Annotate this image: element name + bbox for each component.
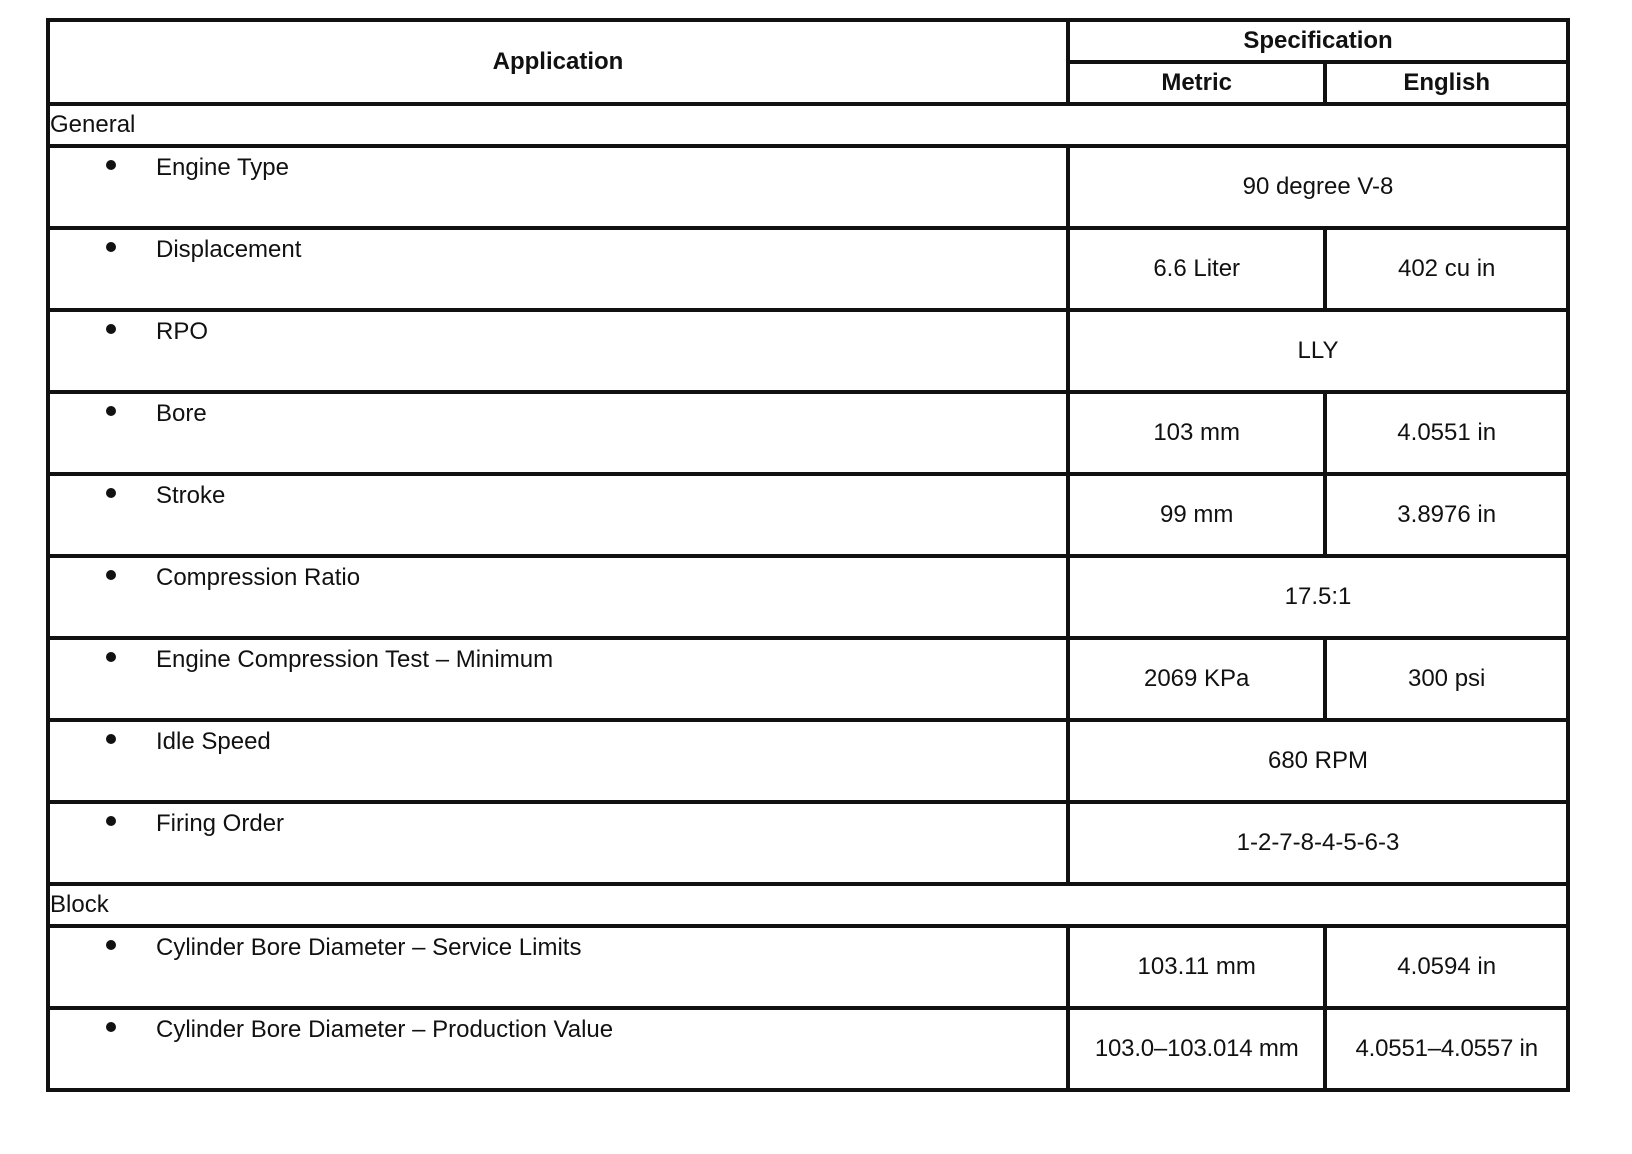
spec-value: 90 degree V-8 (1068, 146, 1568, 228)
engine-specifications-table (46, 18, 1570, 1092)
bullet-icon (106, 652, 116, 662)
table-row (48, 926, 1568, 1008)
bullet-icon (106, 940, 116, 950)
metric-value: 103.0–103.014 mm (1068, 1008, 1325, 1090)
application-cell (48, 310, 1068, 392)
section-title: General (48, 104, 1568, 146)
bullet-icon (106, 242, 116, 252)
table-row (48, 802, 1568, 884)
table-row (48, 228, 1568, 310)
application-label: Cylinder Bore Diameter – Production Value (156, 1016, 614, 1043)
application-label: Bore (156, 400, 207, 427)
table-row (48, 146, 1568, 228)
application-label: Displacement (156, 236, 302, 263)
header-specification: Specification (1068, 20, 1568, 62)
english-value: 402 cu in (1325, 228, 1568, 310)
application-cell (48, 720, 1068, 802)
application-cell (48, 474, 1068, 556)
application-label: Engine Compression Test – Minimum (156, 646, 554, 673)
spec-value: LLY (1068, 310, 1568, 392)
application-label: RPO (156, 318, 209, 345)
bullet-icon (106, 406, 116, 416)
application-cell (48, 228, 1068, 310)
bullet-icon (106, 324, 116, 334)
metric-value: 99 mm (1068, 474, 1325, 556)
bullet-icon (106, 1022, 116, 1032)
spec-value: 1-2-7-8-4-5-6-3 (1068, 802, 1568, 884)
bullet-icon (106, 570, 116, 580)
application-cell (48, 926, 1068, 1008)
table-row (48, 556, 1568, 638)
header-metric: Metric (1068, 62, 1325, 104)
bullet-icon (106, 488, 116, 498)
bullet-icon (106, 160, 116, 170)
application-label: Cylinder Bore Diameter – Service Limits (156, 934, 582, 961)
application-label: Idle Speed (156, 728, 271, 755)
english-value: 4.0551 in (1325, 392, 1568, 474)
table-row (48, 474, 1568, 556)
table-row (48, 1008, 1568, 1090)
application-cell (48, 802, 1068, 884)
english-value: 300 psi (1325, 638, 1568, 720)
english-value: 3.8976 in (1325, 474, 1568, 556)
application-label: Stroke (156, 482, 226, 509)
header-english: English (1325, 62, 1568, 104)
application-label: Compression Ratio (156, 564, 361, 591)
application-cell (48, 556, 1068, 638)
spec-value: 17.5:1 (1068, 556, 1568, 638)
metric-value: 2069 KPa (1068, 638, 1325, 720)
table-row (48, 720, 1568, 802)
application-cell (48, 146, 1068, 228)
metric-value: 6.6 Liter (1068, 228, 1325, 310)
application-label: Engine Type (156, 154, 289, 181)
table-row (48, 392, 1568, 474)
application-cell (48, 1008, 1068, 1090)
bullet-icon (106, 816, 116, 826)
bullet-icon (106, 734, 116, 744)
metric-value: 103 mm (1068, 392, 1325, 474)
english-value: 4.0594 in (1325, 926, 1568, 1008)
spec-value: 680 RPM (1068, 720, 1568, 802)
application-label: Firing Order (156, 810, 285, 837)
english-value: 4.0551–4.0557 in (1325, 1008, 1568, 1090)
header-application: Application (48, 20, 1068, 104)
table-row (48, 638, 1568, 720)
table-row (48, 310, 1568, 392)
application-cell (48, 638, 1068, 720)
section-title: Block (48, 884, 1568, 926)
application-cell (48, 392, 1068, 474)
metric-value: 103.11 mm (1068, 926, 1325, 1008)
